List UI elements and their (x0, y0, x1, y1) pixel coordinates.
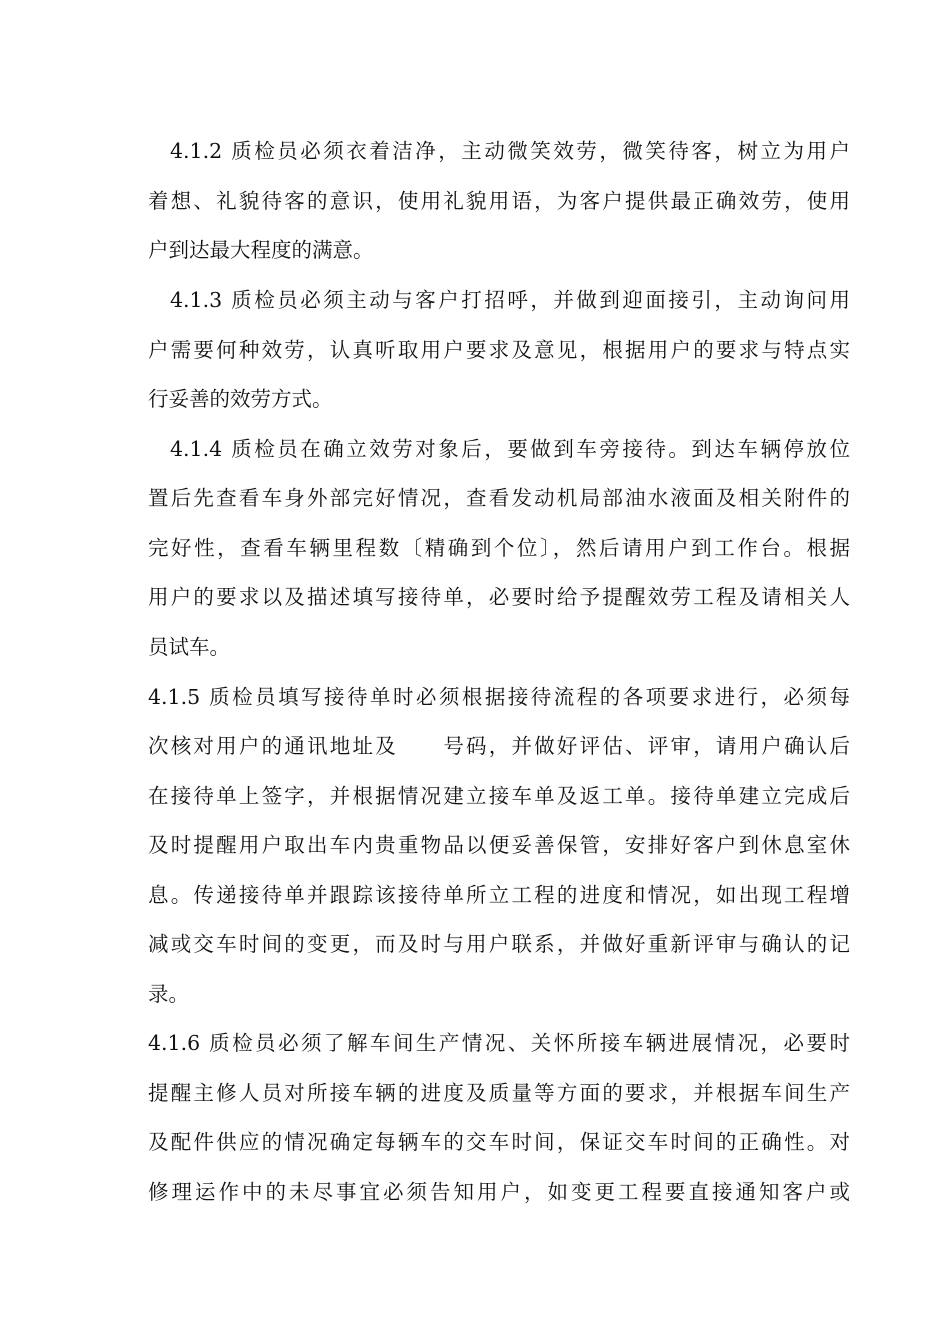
paragraph-4-1-3-line-2: 户需要何种效劳，认真听取用户要求及意见，根据用户的要求与特点实 (148, 338, 850, 362)
paragraph-4-1-4-line-4: 用户的要求以及描述填写接待单，必要时给予提醒效劳工程及请相关人 (148, 585, 850, 609)
paragraph-4-1-3-line-1: 4.1.3 质检员必须主动与客户打招呼，并做到迎面接引，主动询问用 (170, 288, 850, 312)
paragraph-4-1-4-line-2: 置后先查看车身外部完好情况，查看发动机局部油水液面及相关附件的 (148, 486, 850, 510)
paragraph-4-1-2-line-3: 户到达最大程度的满意。 (148, 238, 374, 262)
paragraph-4-1-5-line-6: 减或交车时间的变更，而及时与用户联系，并做好重新评审与确认的记 (148, 932, 850, 956)
paragraph-4-1-4-line-5: 员试车。 (148, 635, 230, 659)
paragraph-4-1-5-line-5: 息。传递接待单并跟踪该接待单所立工程的进度和情况，如出现工程增 (148, 883, 850, 907)
paragraph-4-1-5-line-1: 4.1.5 质检员填写接待单时必须根据接待流程的各项要求进行，必须每 (148, 685, 850, 709)
paragraph-4-1-5-line-3: 在接待单上签字，并根据情况建立接车单及返工单。接待单建立完成后 (148, 784, 850, 808)
paragraph-4-1-3-line-3: 行妥善的效劳方式。 (148, 387, 333, 411)
paragraph-4-1-6-line-3: 及配件供应的情况确定每辆车的交车时间，保证交车时间的正确性。对 (148, 1130, 850, 1154)
paragraph-4-1-4-line-1: 4.1.4 质检员在确立效劳对象后，要做到车旁接待。到达车辆停放位 (170, 437, 850, 461)
paragraph-4-1-2-line-1: 4.1.2 质检员必须衣着洁净，主动微笑效劳，微笑待客，树立为用户 (170, 139, 850, 163)
paragraph-4-1-5-line-7: 录。 (148, 982, 189, 1006)
paragraph-4-1-2-line-2: 着想、礼貌待客的意识，使用礼貌用语，为客户提供最正确效劳，使用 (148, 189, 850, 213)
paragraph-4-1-6-line-4: 修理运作中的未尽事宜必须告知用户，如变更工程要直接通知客户或 (148, 1180, 850, 1204)
paragraph-4-1-6-line-1: 4.1.6 质检员必须了解车间生产情况、关怀所接车辆进展情况，必要时 (148, 1031, 850, 1055)
paragraph-4-1-4-line-3: 完好性，查看车辆里程数〔精确到个位〕，然后请用户到工作台。根据 (148, 536, 850, 560)
paragraph-4-1-6-line-2: 提醒主修人员对所接车辆的进度及质量等方面的要求，并根据车间生产 (148, 1081, 850, 1105)
paragraph-4-1-5-line-2: 次核对用户的通讯地址及 号码，并做好评估、评审，请用户确认后 (148, 734, 850, 758)
paragraph-4-1-5-line-4: 及时提醒用户取出车内贵重物品以便妥善保管，安排好客户到休息室休 (148, 833, 850, 857)
